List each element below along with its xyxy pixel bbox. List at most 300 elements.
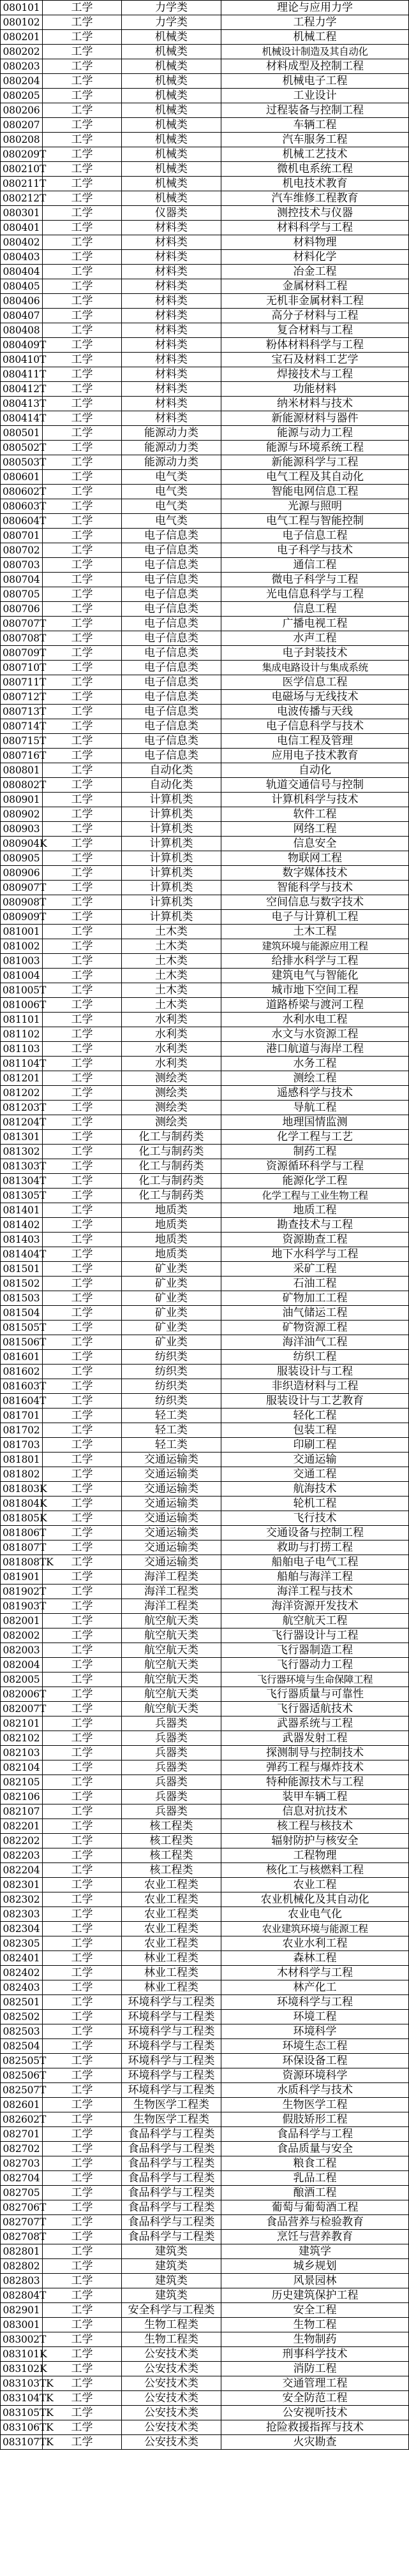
major-name-cell: 焊接技术与工程 — [221, 367, 409, 382]
major-code-cell: 083104TK — [1, 2391, 43, 2406]
discipline-cell: 工学 — [43, 954, 122, 969]
discipline-cell: 工学 — [43, 2288, 122, 2303]
major-class-cell: 能源动力类 — [122, 455, 221, 470]
major-class-cell: 环境科学与工程类 — [122, 2083, 221, 2098]
discipline-cell: 工学 — [43, 2274, 122, 2288]
table-row — [1, 426, 409, 441]
major-class-cell: 电子信息类 — [122, 690, 221, 705]
discipline-cell: 工学 — [43, 1746, 122, 1760]
major-code-cell: 082305 — [1, 1936, 43, 1951]
major-class-cell: 航空航天类 — [122, 1672, 221, 1687]
table-row — [1, 661, 409, 675]
table-row — [1, 147, 409, 162]
table-row — [1, 1716, 409, 1731]
major-code-cell: 080402 — [1, 235, 43, 250]
table-row — [1, 1101, 409, 1115]
table-row — [1, 2347, 409, 2362]
discipline-cell: 工学 — [43, 983, 122, 998]
major-class-cell: 土木类 — [122, 954, 221, 969]
discipline-cell: 工学 — [43, 1482, 122, 1497]
discipline-cell: 工学 — [43, 690, 122, 705]
major-class-cell: 生物工程类 — [122, 2318, 221, 2332]
major-code-cell: 082803 — [1, 2274, 43, 2288]
major-code-cell: 080411T — [1, 367, 43, 382]
table-row — [1, 191, 409, 206]
major-code-cell: 081801 — [1, 1453, 43, 1467]
major-class-cell: 电子信息类 — [122, 617, 221, 631]
table-row — [1, 309, 409, 323]
table-row — [1, 1760, 409, 1775]
discipline-cell: 工学 — [43, 2303, 122, 2318]
table-row — [1, 1145, 409, 1159]
major-class-cell: 食品科学与工程类 — [122, 2127, 221, 2142]
discipline-cell: 工学 — [43, 1966, 122, 1980]
major-name-cell: 装甲车辆工程 — [221, 1790, 409, 1804]
major-code-cell: 082102 — [1, 1731, 43, 1746]
table-row — [1, 411, 409, 426]
table-row — [1, 1790, 409, 1804]
discipline-cell: 工学 — [43, 851, 122, 866]
major-class-cell: 兵器类 — [122, 1760, 221, 1775]
discipline-cell: 工学 — [43, 705, 122, 719]
major-code-cell: 082706T — [1, 2200, 43, 2215]
discipline-cell: 工学 — [43, 1291, 122, 1306]
major-name-cell: 农业机械化及其自动化 — [221, 1892, 409, 1907]
major-class-cell: 交通运输类 — [122, 1482, 221, 1497]
discipline-cell: 工学 — [43, 2420, 122, 2435]
discipline-cell: 工学 — [43, 2230, 122, 2244]
major-code-cell: 080712T — [1, 690, 43, 705]
discipline-cell: 工学 — [43, 837, 122, 851]
major-name-cell: 电子与计算机工程 — [221, 910, 409, 925]
table-row — [1, 1159, 409, 1174]
major-class-cell: 土木类 — [122, 983, 221, 998]
discipline-cell: 工学 — [43, 1071, 122, 1086]
discipline-cell: 工学 — [43, 807, 122, 822]
major-class-cell: 环境科学与工程类 — [122, 2024, 221, 2039]
major-class-cell: 环境科学与工程类 — [122, 2054, 221, 2068]
major-code-cell: 082301 — [1, 1878, 43, 1892]
table-row — [1, 1819, 409, 1834]
major-code-cell: 080414T — [1, 411, 43, 426]
discipline-cell: 工学 — [43, 2010, 122, 2024]
major-name-cell: 光源与照明 — [221, 499, 409, 514]
major-class-cell: 材料类 — [122, 382, 221, 397]
major-code-cell: 080708T — [1, 631, 43, 646]
table-row — [1, 2259, 409, 2274]
discipline-cell: 工学 — [43, 1277, 122, 1291]
table-row — [1, 1262, 409, 1277]
major-class-cell: 公安技术类 — [122, 2362, 221, 2376]
table-row — [1, 2142, 409, 2156]
major-code-cell: 083106TK — [1, 2420, 43, 2435]
major-class-cell: 矿业类 — [122, 1321, 221, 1335]
major-class-cell: 环境科学与工程类 — [122, 2010, 221, 2024]
major-class-cell: 机械类 — [122, 30, 221, 45]
major-name-cell: 能源化学工程 — [221, 1174, 409, 1189]
major-code-cell: 080603T — [1, 499, 43, 514]
discipline-cell: 工学 — [43, 602, 122, 617]
discipline-cell: 工学 — [43, 1, 122, 15]
discipline-cell: 工学 — [43, 1497, 122, 1511]
major-code-cell: 081902T — [1, 1584, 43, 1599]
major-code-cell: 080601 — [1, 470, 43, 485]
discipline-cell: 工学 — [43, 1643, 122, 1658]
major-code-cell: 080903 — [1, 822, 43, 837]
major-name-cell: 机械工艺技术 — [221, 147, 409, 162]
table-row — [1, 1570, 409, 1584]
major-class-cell: 交通运输类 — [122, 1511, 221, 1526]
major-name-cell: 应用电子技术教育 — [221, 749, 409, 763]
major-name-cell: 环保设备工程 — [221, 2054, 409, 2068]
major-name-cell: 地下水科学与工程 — [221, 1247, 409, 1262]
discipline-cell: 工学 — [43, 2142, 122, 2156]
major-class-cell: 航空航天类 — [122, 1614, 221, 1628]
table-row — [1, 1511, 409, 1526]
major-name-cell: 材料成型及控制工程 — [221, 59, 409, 74]
major-name-cell: 水质科学与技术 — [221, 2083, 409, 2098]
major-code-cell: 080715T — [1, 734, 43, 749]
major-class-cell: 海洋工程类 — [122, 1599, 221, 1614]
major-code-cell: 080901 — [1, 793, 43, 807]
major-code-cell: 080602T — [1, 485, 43, 499]
major-code-cell: 080404 — [1, 265, 43, 279]
major-name-cell: 救助与打捞工程 — [221, 1540, 409, 1555]
table-row — [1, 118, 409, 133]
major-name-cell: 城乡规划 — [221, 2259, 409, 2274]
major-name-cell: 材料科学与工程 — [221, 221, 409, 235]
major-code-cell: 080211T — [1, 177, 43, 191]
discipline-cell: 工学 — [43, 2127, 122, 2142]
major-class-cell: 建筑类 — [122, 2274, 221, 2288]
table-row — [1, 133, 409, 147]
table-row — [1, 998, 409, 1013]
major-code-cell: 082302 — [1, 1892, 43, 1907]
major-class-cell: 农业工程类 — [122, 1922, 221, 1936]
major-class-cell: 电子信息类 — [122, 661, 221, 675]
major-class-cell: 农业工程类 — [122, 1878, 221, 1892]
major-name-cell: 生物工程 — [221, 2318, 409, 2332]
major-code-cell: 081701 — [1, 1409, 43, 1423]
discipline-cell: 工学 — [43, 2362, 122, 2376]
major-name-cell: 森林工程 — [221, 1951, 409, 1966]
table-row — [1, 338, 409, 353]
discipline-cell: 工学 — [43, 998, 122, 1013]
table-row — [1, 543, 409, 558]
discipline-cell: 工学 — [43, 103, 122, 118]
table-row — [1, 2362, 409, 2376]
major-class-cell: 建筑类 — [122, 2288, 221, 2303]
major-code-cell: 081204T — [1, 1115, 43, 1130]
major-code-cell: 081504 — [1, 1306, 43, 1321]
major-name-cell: 历史建筑保护工程 — [221, 2288, 409, 2303]
major-class-cell: 矿业类 — [122, 1262, 221, 1277]
major-name-cell: 探测制导与控制技术 — [221, 1746, 409, 1760]
major-name-cell: 环境科学与工程 — [221, 1995, 409, 2010]
table-row — [1, 573, 409, 587]
major-class-cell: 机械类 — [122, 89, 221, 103]
major-class-cell: 仪器类 — [122, 206, 221, 221]
major-name-cell: 弹药工程与爆炸技术 — [221, 1760, 409, 1775]
discipline-cell: 工学 — [43, 1350, 122, 1365]
major-name-cell: 建筑环境与能源应用工程 — [221, 939, 409, 954]
major-code-cell: 081302 — [1, 1145, 43, 1159]
discipline-cell: 工学 — [43, 338, 122, 353]
table-row — [1, 323, 409, 338]
major-class-cell: 计算机类 — [122, 895, 221, 910]
major-class-cell: 农业工程类 — [122, 1936, 221, 1951]
table-row — [1, 367, 409, 382]
discipline-cell: 工学 — [43, 895, 122, 910]
major-code-cell: 082707T — [1, 2215, 43, 2230]
table-row — [1, 1013, 409, 1027]
major-code-cell: 080405 — [1, 279, 43, 294]
table-row — [1, 441, 409, 455]
table-row — [1, 382, 409, 397]
discipline-cell: 工学 — [43, 778, 122, 793]
major-class-cell: 计算机类 — [122, 807, 221, 822]
discipline-cell: 工学 — [43, 1086, 122, 1101]
major-name-cell: 交通设备与控制工程 — [221, 1526, 409, 1540]
major-class-cell: 交通运输类 — [122, 1453, 221, 1467]
major-name-cell: 地理国情监测 — [221, 1115, 409, 1130]
table-row — [1, 822, 409, 837]
discipline-cell: 工学 — [43, 206, 122, 221]
major-name-cell: 飞行器设计与工程 — [221, 1628, 409, 1643]
table-row — [1, 1526, 409, 1540]
major-code-cell: 081003 — [1, 954, 43, 969]
major-name-cell: 安全防范工程 — [221, 2391, 409, 2406]
table-row — [1, 294, 409, 309]
major-name-cell: 电气工程与智能控制 — [221, 514, 409, 529]
table-row — [1, 1936, 409, 1951]
major-code-cell: 081501 — [1, 1262, 43, 1277]
major-name-cell: 电信工程及管理 — [221, 734, 409, 749]
discipline-cell: 工学 — [43, 1321, 122, 1335]
discipline-cell: 工学 — [43, 1013, 122, 1027]
discipline-cell: 工学 — [43, 1672, 122, 1687]
table-row — [1, 1980, 409, 1995]
table-row — [1, 1189, 409, 1203]
major-code-cell: 081201 — [1, 1071, 43, 1086]
major-class-cell: 电气类 — [122, 514, 221, 529]
table-row — [1, 2420, 409, 2435]
major-class-cell: 土木类 — [122, 969, 221, 983]
major-code-cell: 080705 — [1, 587, 43, 602]
table-row — [1, 1027, 409, 1042]
major-code-cell: 080203 — [1, 59, 43, 74]
discipline-cell: 工学 — [43, 1687, 122, 1702]
table-row — [1, 851, 409, 866]
major-code-cell: 082005 — [1, 1672, 43, 1687]
discipline-cell: 工学 — [43, 2318, 122, 2332]
table-row — [1, 353, 409, 367]
discipline-cell: 工学 — [43, 1203, 122, 1218]
major-name-cell: 电磁场与无线技术 — [221, 690, 409, 705]
table-row — [1, 1174, 409, 1189]
major-code-cell: 082505T — [1, 2054, 43, 2068]
major-name-cell: 轨道交通信号与控制 — [221, 778, 409, 793]
discipline-cell: 工学 — [43, 2112, 122, 2127]
major-class-cell: 核工程类 — [122, 1819, 221, 1834]
major-name-cell: 水务工程 — [221, 1057, 409, 1071]
discipline-cell: 工学 — [43, 661, 122, 675]
major-class-cell: 计算机类 — [122, 837, 221, 851]
major-class-cell: 食品科学与工程类 — [122, 2171, 221, 2186]
major-code-cell: 080714T — [1, 719, 43, 734]
major-name-cell: 安全工程 — [221, 2303, 409, 2318]
discipline-cell: 工学 — [43, 1584, 122, 1599]
discipline-cell: 工学 — [43, 1379, 122, 1394]
major-code-cell: 080410T — [1, 353, 43, 367]
major-class-cell: 材料类 — [122, 309, 221, 323]
major-code-cell: 080905 — [1, 851, 43, 866]
major-name-cell: 轮机工程 — [221, 1497, 409, 1511]
major-class-cell: 农业工程类 — [122, 1907, 221, 1922]
major-class-cell: 交通运输类 — [122, 1555, 221, 1570]
major-name-cell: 服装设计与工程 — [221, 1365, 409, 1379]
major-name-cell: 资源循环科学与工程 — [221, 1159, 409, 1174]
major-class-cell: 材料类 — [122, 235, 221, 250]
major-code-cell: 080501 — [1, 426, 43, 441]
major-name-cell: 工程力学 — [221, 15, 409, 30]
table-row — [1, 2186, 409, 2200]
major-code-cell: 082502 — [1, 2010, 43, 2024]
major-class-cell: 公安技术类 — [122, 2347, 221, 2362]
major-name-cell: 纳米材料与技术 — [221, 397, 409, 411]
major-class-cell: 机械类 — [122, 74, 221, 89]
major-code-cell: 081806T — [1, 1526, 43, 1540]
major-name-cell: 地质工程 — [221, 1203, 409, 1218]
major-class-cell: 机械类 — [122, 103, 221, 118]
discipline-cell: 工学 — [43, 118, 122, 133]
major-class-cell: 机械类 — [122, 133, 221, 147]
major-code-cell: 080207 — [1, 118, 43, 133]
major-class-cell: 材料类 — [122, 279, 221, 294]
table-row — [1, 279, 409, 294]
discipline-cell: 工学 — [43, 1658, 122, 1672]
major-name-cell: 水声工程 — [221, 631, 409, 646]
table-row — [1, 1555, 409, 1570]
major-code-cell: 082403 — [1, 1980, 43, 1995]
major-name-cell: 微机电系统工程 — [221, 162, 409, 177]
major-name-cell: 资源环境科学 — [221, 2068, 409, 2083]
major-class-cell: 计算机类 — [122, 793, 221, 807]
discipline-cell: 工学 — [43, 397, 122, 411]
major-code-cell: 080704 — [1, 573, 43, 587]
major-name-cell: 林产化工 — [221, 1980, 409, 1995]
table-row — [1, 2391, 409, 2406]
discipline-cell: 工学 — [43, 1878, 122, 1892]
major-code-cell: 081903T — [1, 1599, 43, 1614]
major-code-cell: 083107TK — [1, 2435, 43, 2450]
major-code-cell: 080909T — [1, 910, 43, 925]
discipline-cell: 工学 — [43, 1599, 122, 1614]
discipline-cell: 工学 — [43, 1218, 122, 1233]
major-class-cell: 建筑类 — [122, 2244, 221, 2259]
major-code-cell: 080908T — [1, 895, 43, 910]
major-name-cell: 机械工程 — [221, 30, 409, 45]
table-row — [1, 1599, 409, 1614]
table-row — [1, 1878, 409, 1892]
table-row — [1, 397, 409, 411]
major-code-cell: 081604T — [1, 1394, 43, 1409]
major-code-cell: 080202 — [1, 45, 43, 59]
major-name-cell: 核工程与核技术 — [221, 1819, 409, 1834]
major-code-cell: 081303T — [1, 1159, 43, 1174]
major-code-cell: 081602 — [1, 1365, 43, 1379]
table-row — [1, 1628, 409, 1643]
major-name-cell: 计算机科学与技术 — [221, 793, 409, 807]
discipline-cell: 工学 — [43, 382, 122, 397]
major-name-cell: 宝石及材料工艺学 — [221, 353, 409, 367]
major-class-cell: 机械类 — [122, 147, 221, 162]
major-class-cell: 材料类 — [122, 294, 221, 309]
table-row — [1, 705, 409, 719]
discipline-cell: 工学 — [43, 543, 122, 558]
major-name-cell: 木材科学与工程 — [221, 1966, 409, 1980]
major-code-cell: 080212T — [1, 191, 43, 206]
major-name-cell: 辐射防护与核安全 — [221, 1834, 409, 1848]
major-name-cell: 印刷工程 — [221, 1438, 409, 1453]
discipline-cell: 工学 — [43, 455, 122, 470]
major-name-cell: 新能源材料与器件 — [221, 411, 409, 426]
major-class-cell: 自动化类 — [122, 763, 221, 778]
table-row — [1, 1643, 409, 1658]
table-row — [1, 1584, 409, 1599]
major-class-cell: 水利类 — [122, 1013, 221, 1027]
discipline-cell: 工学 — [43, 558, 122, 573]
discipline-cell: 工学 — [43, 1892, 122, 1907]
discipline-cell: 工学 — [43, 749, 122, 763]
major-name-cell: 农业建筑环境与能源工程 — [221, 1922, 409, 1936]
major-name-cell: 水利水电工程 — [221, 1013, 409, 1027]
table-row — [1, 675, 409, 690]
major-name-cell: 农业水利工程 — [221, 1936, 409, 1951]
major-code-cell: 080401 — [1, 221, 43, 235]
major-name-cell: 环境科学 — [221, 2024, 409, 2039]
major-class-cell: 机械类 — [122, 45, 221, 59]
table-row — [1, 2435, 409, 2450]
discipline-cell: 工学 — [43, 939, 122, 954]
major-code-cell: 081001 — [1, 925, 43, 939]
major-code-cell: 080503T — [1, 455, 43, 470]
major-code-cell: 080406 — [1, 294, 43, 309]
major-code-cell: 080702 — [1, 543, 43, 558]
major-name-cell: 建筑学 — [221, 2244, 409, 2259]
major-code-cell: 082007T — [1, 1702, 43, 1716]
major-code-cell: 082802 — [1, 2259, 43, 2274]
major-class-cell: 航空航天类 — [122, 1643, 221, 1658]
major-code-cell: 082705 — [1, 2186, 43, 2200]
major-name-cell: 无机非金属材料工程 — [221, 294, 409, 309]
major-name-cell: 矿物资源工程 — [221, 1321, 409, 1335]
major-code-cell: 080208 — [1, 133, 43, 147]
discipline-cell: 工学 — [43, 177, 122, 191]
major-code-cell: 082002 — [1, 1628, 43, 1643]
major-name-cell: 酿酒工程 — [221, 2186, 409, 2200]
major-name-cell: 信息对抗技术 — [221, 1804, 409, 1819]
major-class-cell: 环境科学与工程类 — [122, 2068, 221, 2083]
major-code-cell: 082106 — [1, 1790, 43, 1804]
table-row — [1, 2318, 409, 2332]
discipline-cell: 工学 — [43, 925, 122, 939]
table-row — [1, 2303, 409, 2318]
discipline-cell: 工学 — [43, 426, 122, 441]
major-code-cell: 080301 — [1, 206, 43, 221]
table-row — [1, 1775, 409, 1790]
discipline-cell: 工学 — [43, 822, 122, 837]
